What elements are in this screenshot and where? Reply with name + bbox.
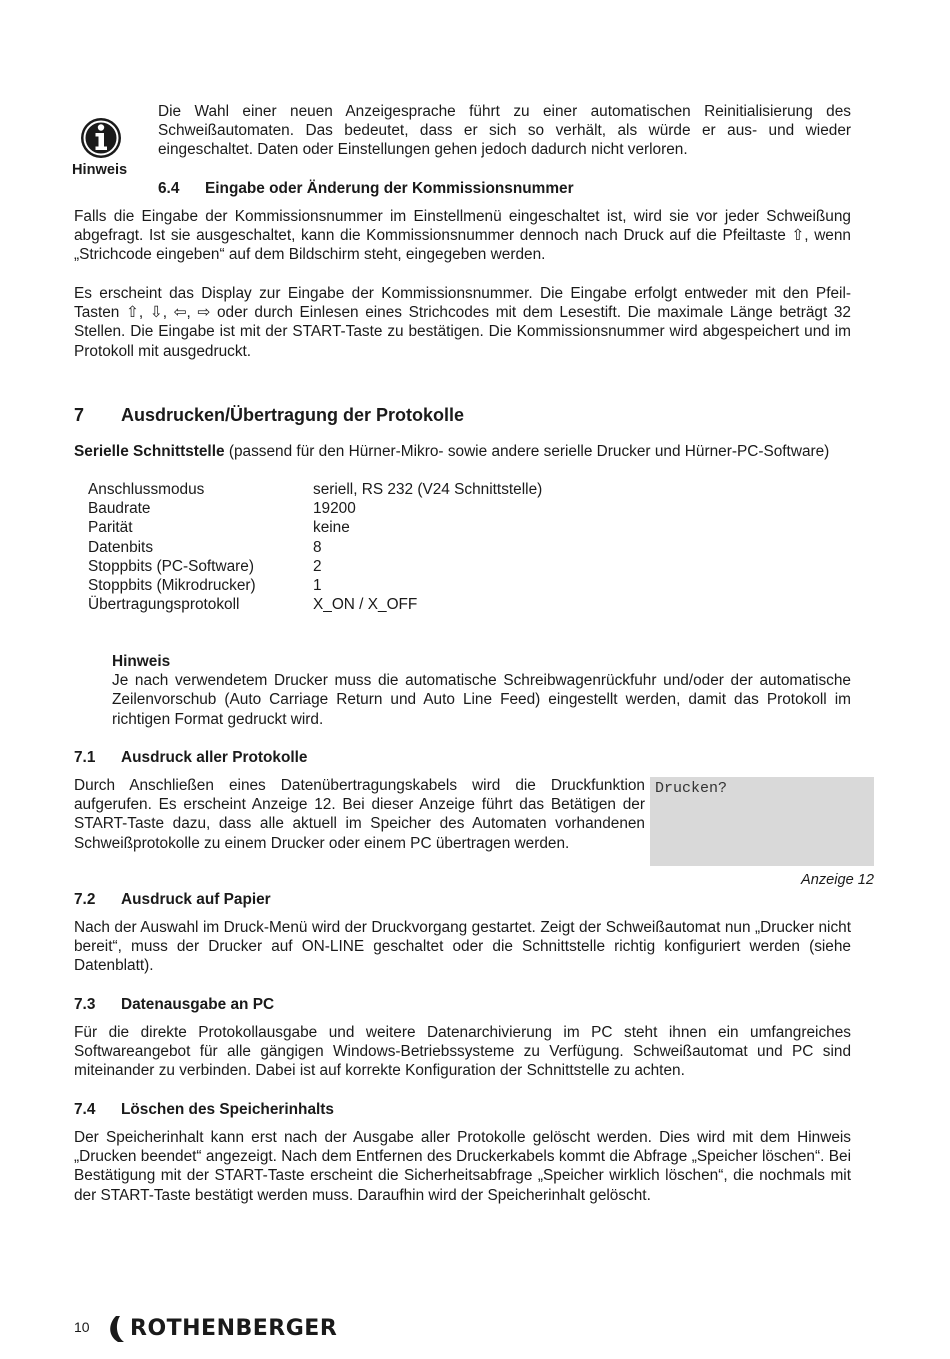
setting-value: 19200 bbox=[313, 500, 356, 518]
chapter-title: Ausdrucken/Übertragung der Protokolle bbox=[121, 405, 465, 425]
setting-value: 1 bbox=[313, 576, 322, 594]
section-number: 6.4 bbox=[158, 180, 180, 197]
setting-value: 8 bbox=[313, 538, 322, 556]
section-title: Eingabe oder Änderung der Kommissionsnummer bbox=[205, 180, 574, 197]
serial-interface-label: Serielle Schnittstelle bbox=[74, 443, 225, 460]
settings-row bbox=[88, 518, 542, 537]
setting-value: X_ON / X_OFF bbox=[313, 596, 418, 614]
display-text: Drucken? bbox=[655, 780, 728, 797]
setting-key: Parität bbox=[88, 519, 133, 537]
setting-value: 2 bbox=[313, 557, 322, 575]
info-icon bbox=[80, 117, 122, 159]
setting-key: Stoppbits (PC-Software) bbox=[88, 557, 254, 575]
settings-row bbox=[88, 595, 542, 614]
section-7-2-heading bbox=[74, 890, 271, 909]
section-number: 7.4 bbox=[74, 1101, 96, 1118]
section-7-2-paragraph: Nach der Auswahl im Druck-Menü wird der Druckvorgang gestartet. Zeigt der Schweißautomat nun „Drucker nicht bereit“, muss der Drucker auf ON-LINE geschaltet oder die Schnittstelle richtig konfiguriert werden (siehe Datenblatt). bbox=[74, 919, 851, 975]
section-title: Ausdruck aller Protokolle bbox=[121, 749, 308, 766]
interface-settings-table bbox=[88, 480, 542, 614]
display-caption: Anzeige 12 bbox=[800, 872, 874, 888]
section-title: Ausdruck auf Papier bbox=[121, 891, 271, 908]
display-screen bbox=[650, 777, 874, 866]
logo-arc-icon bbox=[104, 1314, 130, 1344]
note-text: Je nach verwendetem Drucker muss die automatische Schreibwagenrückfuhr und/oder der automatische Zeilenvorschub (Auto Carriage Return und Auto Line Feed) eingestellt werden, damit das Protokoll im richtigen Format gedruckt wird. bbox=[112, 672, 851, 728]
section-title: Löschen des Speicherinhalts bbox=[121, 1101, 334, 1118]
settings-row bbox=[88, 538, 542, 557]
serial-interface-paragraph bbox=[74, 442, 851, 461]
section-7-1-heading bbox=[74, 748, 307, 767]
chapter-number: 7 bbox=[74, 405, 85, 425]
brand-logo bbox=[104, 1314, 337, 1344]
setting-value: keine bbox=[313, 519, 350, 537]
note-title: Hinweis bbox=[112, 653, 171, 670]
printer-note bbox=[112, 652, 851, 729]
hint-text: Die Wahl einer neuen Anzeigesprache führt zu einer automatischen Reinitialisierung des Schweißautomaten. Das bedeutet, dass er sich so verhält, als würde er aus- und wieder eingeschaltet. Daten oder Einstellungen gehen jedoch dadurch nicht verloren. bbox=[158, 103, 851, 159]
section-6-4-paragraph-1: Falls die Eingabe der Kommissionsnummer im Einstellmenü eingeschaltet ist, wird sie vor jeder Schweißung abgefragt. Ist sie ausgeschaltet, kann die Kommissionsnummer dennoch nach Druck auf die Pfeiltaste ⇧, wenn „Strichcode eingeben“ auf dem Bildschirm steht, eingegeben werden. bbox=[74, 208, 851, 264]
setting-key: Anschlussmodus bbox=[88, 481, 205, 498]
section-7-4-heading bbox=[74, 1100, 334, 1119]
settings-row bbox=[88, 499, 542, 518]
settings-row bbox=[88, 480, 542, 499]
serial-interface-text: (passend für den Hürner-Mikro- sowie andere serielle Drucker und Hürner-PC-Software) bbox=[228, 443, 830, 460]
setting-key: Übertragungsprotokoll bbox=[88, 596, 240, 614]
section-7-3-heading bbox=[74, 995, 274, 1014]
section-7-1-paragraph: Durch Anschließen eines Datenübertragungskabels wird die Druckfunktion aufgerufen. Es erscheint Anzeige 12. Bei dieser Anzeige führt das Betätigen der START-Taste dazu, dass alle aktuell im Speicher des Automaten vorhandenen Schweißprotokolle zu einem Drucker oder einem PC übertragen werden. bbox=[74, 777, 645, 852]
section-6-4-heading bbox=[158, 179, 574, 198]
settings-row bbox=[88, 576, 542, 595]
section-number: 7.2 bbox=[74, 891, 96, 908]
section-number: 7.3 bbox=[74, 996, 96, 1013]
page-number: 10 bbox=[74, 1319, 90, 1335]
chapter-7-heading bbox=[74, 406, 464, 425]
section-number: 7.1 bbox=[74, 749, 96, 766]
setting-value: seriell, RS 232 (V24 Schnittstelle) bbox=[313, 481, 543, 498]
setting-key: Stoppbits (Mikrodrucker) bbox=[88, 576, 256, 594]
brand-name: ROTHENBERGER bbox=[130, 1316, 338, 1342]
section-title: Datenausgabe an PC bbox=[121, 996, 275, 1013]
setting-key: Datenbits bbox=[88, 538, 154, 556]
setting-key: Baudrate bbox=[88, 500, 151, 518]
section-7-4-paragraph: Der Speicherinhalt kann erst nach der Ausgabe aller Protokolle gelöscht werden. Dies wird mit dem Hinweis „Drucken beendet“ angezeigt. Nach dem Entfernen des Druckerkabels kommt die Abfrage „Speicher löschen“. Bei Bestätigung mit der START-Taste erscheint die Sicherheitsabfrage „Speicher wirklich löschen“, die nochmals mit der START-Taste bestätigt werden muss. Daraufhin wird der Speicherinhalt gelöscht. bbox=[74, 1129, 851, 1204]
hint-label: Hinweis bbox=[72, 162, 128, 178]
settings-row bbox=[88, 557, 542, 576]
section-7-3-paragraph: Für die direkte Protokollausgabe und weitere Datenarchivierung im PC steht ihnen ein umfangreiches Softwareangebot für alle gängigen Windows-Betriebssysteme zu Verfügung. Schweißautomat und PC sind miteinander zu verbinden. Dabei ist auf korrekte Konfiguration der Schnittstelle zu achten. bbox=[74, 1024, 851, 1080]
section-6-4-paragraph-2: Es erscheint das Display zur Eingabe der Kommissionsnummer. Die Eingabe erfolgt entweder mit den Pfeil-Tasten ⇧, ⇩, ⇦, ⇨ oder durch Einlesen eines Strichcodes mit dem Lesestift. Die maximale Länge beträgt 32 Stellen. Die Eingabe ist mit der START-Taste zu bestätigen. Die Kommissionsnummer wird abgespeichert und im Protokoll mit ausgedruckt. bbox=[74, 285, 851, 360]
